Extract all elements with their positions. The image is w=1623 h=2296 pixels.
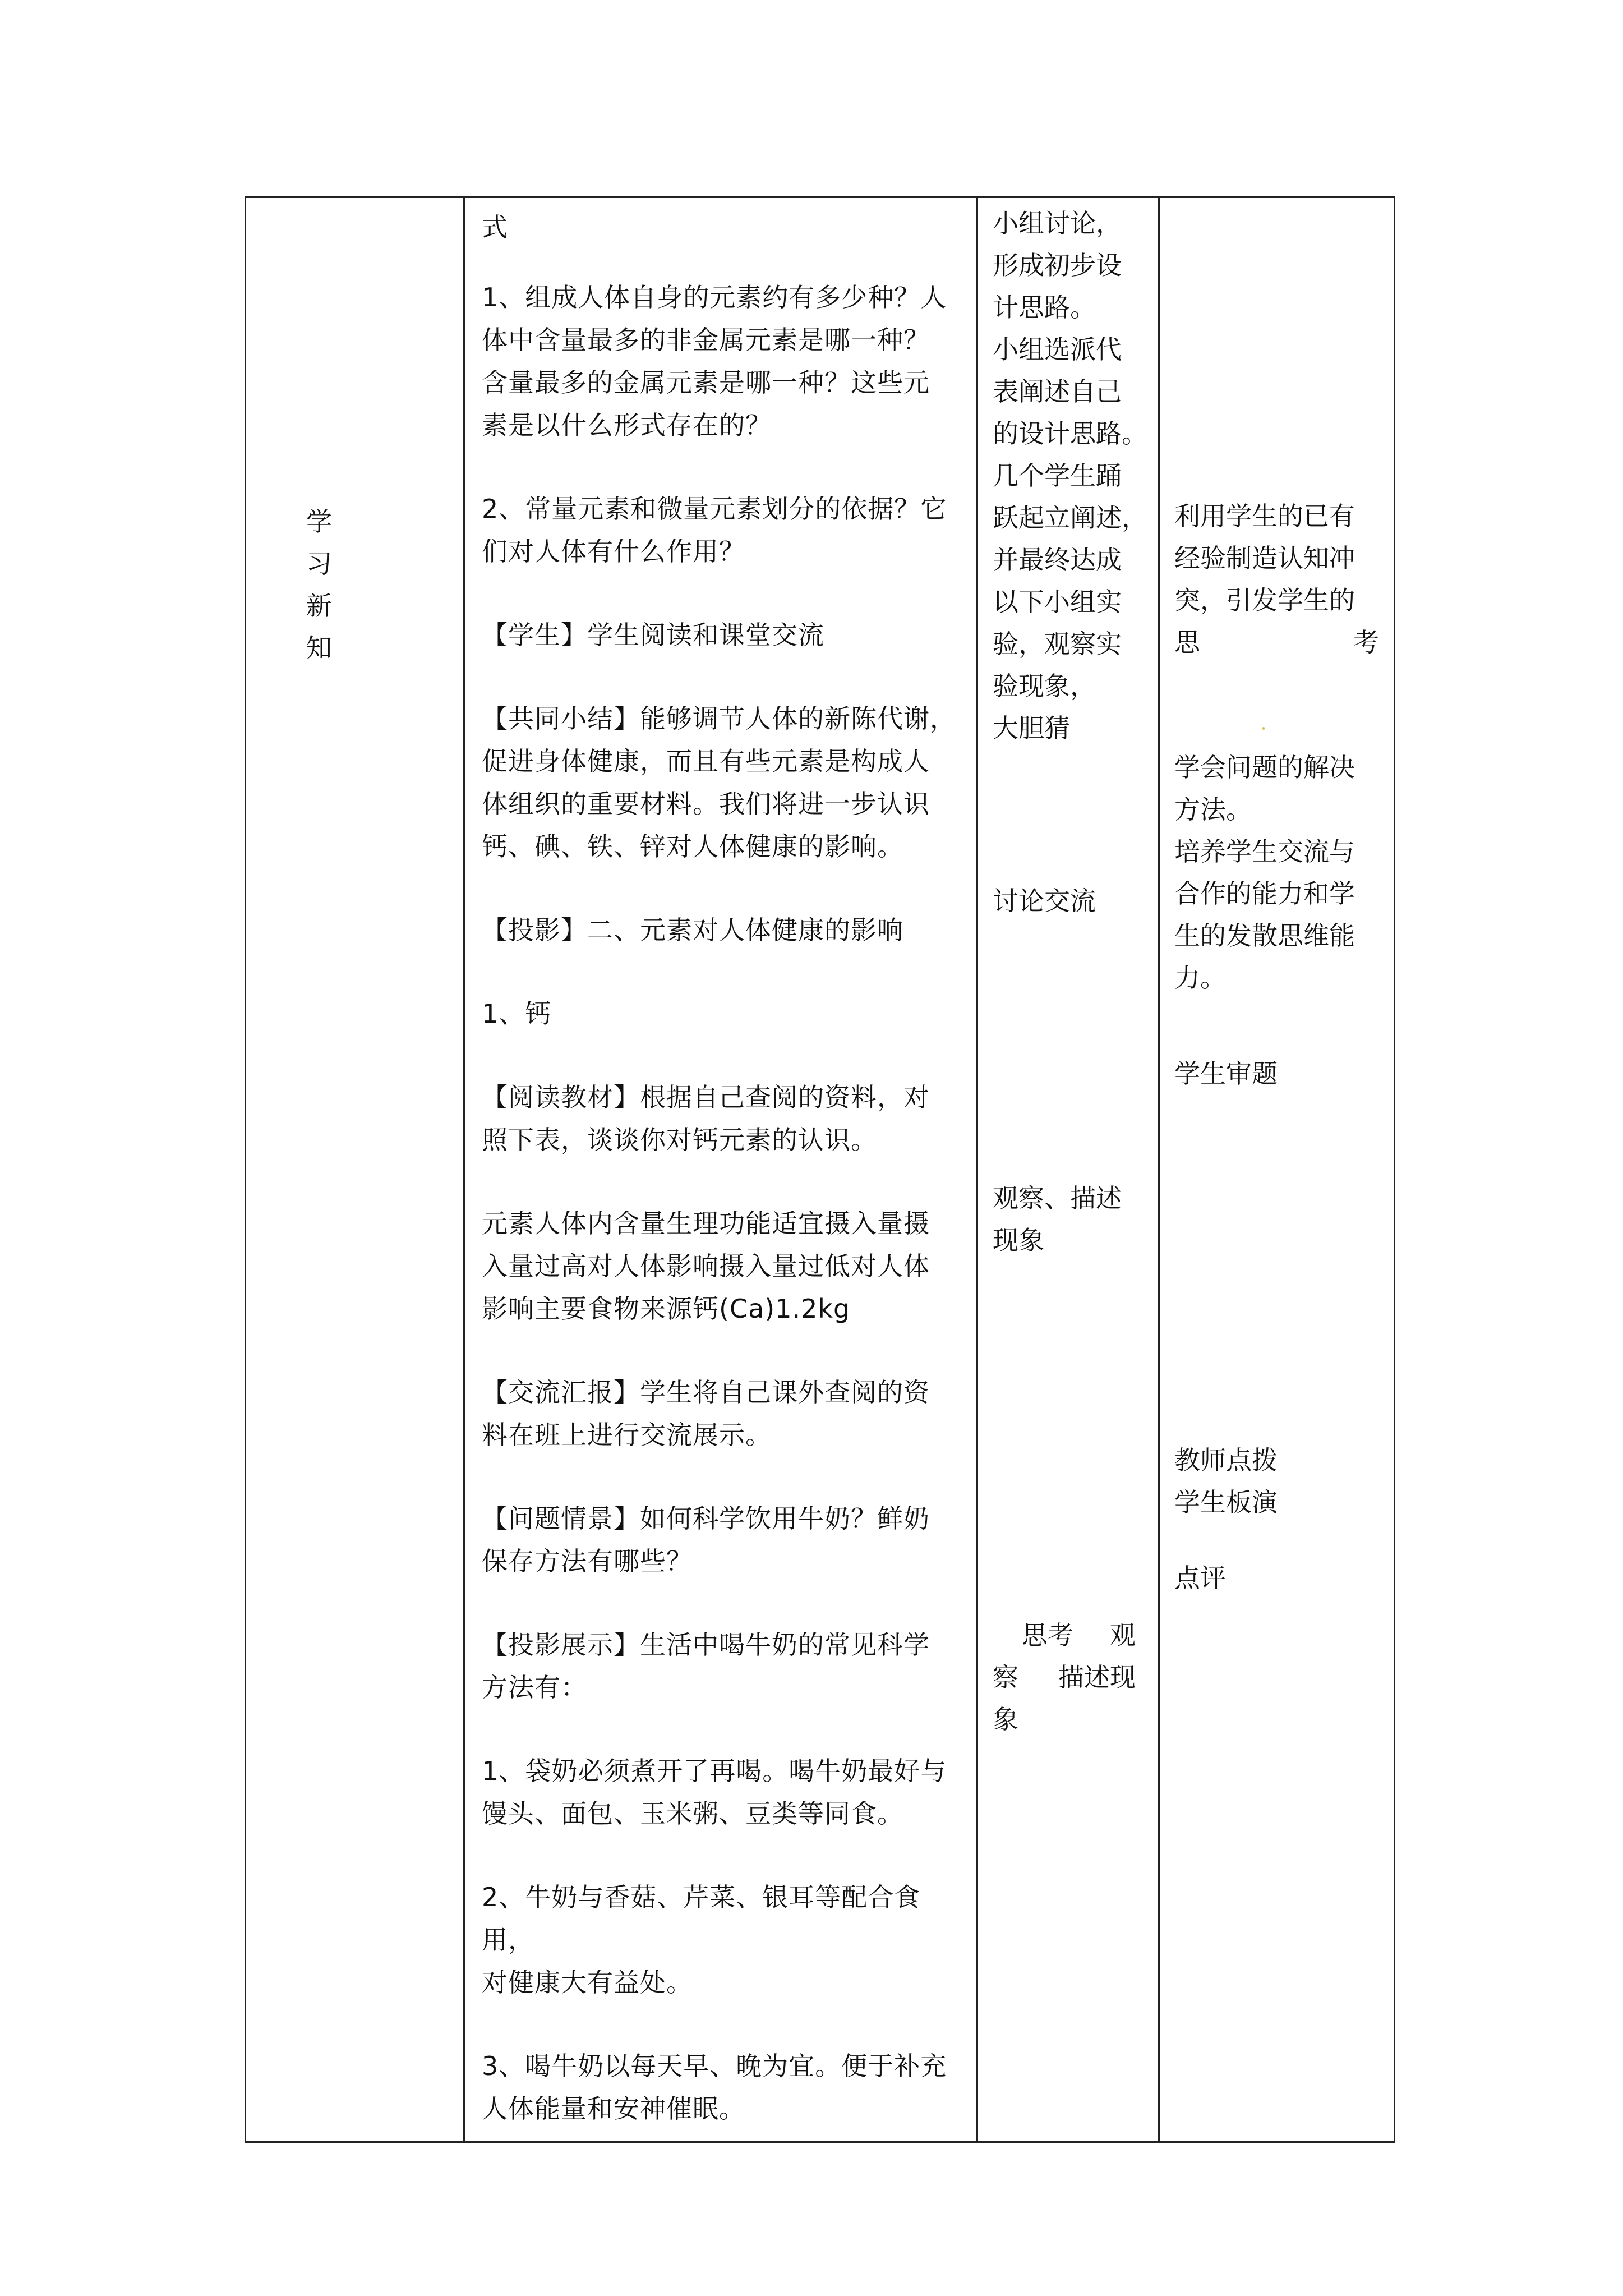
activity-line: 小组讨论， [993,208,1122,238]
activity-block [993,1177,1155,1262]
activity-column [978,198,1158,2141]
content-paragraph [482,697,963,868]
activity-line: 讨论交流 [993,886,1096,916]
content-line: 【问题情景】如何科学饮用牛奶？鲜奶 [482,1503,930,1534]
content-line: 1、袋奶必须煮开了再喝。喝牛奶最好与 [482,1756,947,1786]
content-line: 人体能量和安神催眠。 [482,2093,745,2124]
content-paragraph [482,487,963,573]
content-line: 式 [482,212,508,242]
activity-line: 几个学生踊 [993,461,1122,491]
content-paragraph [482,276,963,447]
content-line: 3、喝牛奶以每天早、晚为宜。便于补充 [482,2051,947,2081]
activity-line [993,1614,1136,1657]
intent-line: 经验制造认知冲 [1174,543,1355,573]
section-char: 知 [306,633,332,663]
intent-line: 学生审题 [1174,1059,1278,1089]
activity-line: 并最终达成 [993,545,1122,575]
content-line: 【学生】学生阅读和课堂交流 [482,620,824,650]
content-paragraph [482,1750,963,1835]
intent-block [1174,495,1379,664]
activity-line: 验现象， [993,671,1096,701]
intent-line: 学生板演 [1174,1487,1278,1517]
activity-line: 现象 [993,1225,1044,1255]
content-line: 【阅读教材】根据自己查阅的资料，对 [482,1082,930,1112]
content-paragraph [482,1371,963,1456]
content-line: 含量最多的金属元素是哪一种？这些元 [482,367,930,398]
intent-block [1174,1053,1379,1095]
intent-line: 教师点拨 [1174,1445,1278,1475]
activity-line: 验，观察实 [993,629,1122,659]
activity-line: 大胆猜 [993,713,1070,743]
content-line: 促进身体健康，而且有些元素是构成人 [482,746,930,776]
activity-line: 象 [993,1704,1018,1734]
activity-word: 描述现 [1058,1662,1136,1692]
content-line: 照下表，谈谈你对钙元素的认识。 [482,1125,877,1155]
activity-line: 跃起立阐述， [993,503,1147,533]
content-paragraph [482,206,963,249]
speck-mark [1262,727,1265,730]
activity-line: 的设计思路。 [993,418,1147,449]
intent-block [1174,1439,1379,1524]
activity-line: 小组选派代 [993,334,1122,365]
activity-line: 观察、描述 [993,1183,1122,1213]
intent-line: 点评 [1174,1563,1226,1593]
intent-column [1160,198,1394,2141]
content-paragraph [482,1202,963,1330]
content-paragraph [482,614,963,656]
content-line: 2、常量元素和微量元素划分的依据？它 [482,494,947,524]
section-char: 习 [306,549,332,579]
content-paragraph [482,1076,963,1161]
lesson-table [245,196,1395,2143]
content-line: 1、组成人体自身的元素约有多少种？人 [482,282,947,312]
activity-block [993,1614,1136,1741]
content-line: 方法有： [482,1672,587,1703]
content-paragraph [482,1623,963,1709]
content-paragraph [482,2045,963,2130]
intent-line: 合作的能力和学 [1174,878,1355,909]
intent-line: 力。 [1174,963,1226,993]
content-line: 元素人体内含量生理功能适宜摄入量摄 [482,1208,930,1239]
section-column [246,198,463,2141]
activity-line: 表阐述自己 [993,376,1122,407]
intent-block [1174,747,1379,999]
intent-block [1174,1557,1379,1599]
intent-line: 方法。 [1174,794,1252,825]
activity-word: 观 [1110,1620,1136,1650]
content-line: 体中含量最多的非金属元素是哪一种？ [482,325,930,355]
activity-block [993,880,1155,922]
content-line: 2、牛奶与香菇、芹菜、银耳等配合食用， [482,1882,921,1955]
intent-line: 培养学生交流与 [1174,836,1355,867]
content-line: 【交流汇报】学生将自己课外查阅的资 [482,1377,930,1407]
section-char: 学 [306,507,332,537]
content-paragraph [482,992,963,1035]
intent-word: 考 [1353,627,1379,657]
content-line: 对健康大有益处。 [482,1967,693,1998]
content-line: 1、钙 [482,999,552,1029]
content-line: 影响主要食物来源钙(Ca)1.2kg [482,1294,851,1324]
content-paragraph [482,1876,963,2004]
content-paragraph [482,1497,963,1582]
intent-line: 突，引发学生的 [1174,585,1355,615]
activity-line: 形成初步设 [993,250,1122,280]
content-line: 入量过高对人体影响摄入量过低对人体 [482,1251,930,1281]
content-column [465,198,976,2141]
intent-word: 思 [1174,627,1200,657]
content-line: 体组织的重要材料。我们将进一步认识 [482,789,930,819]
section-char: 新 [306,591,332,621]
content-paragraph [482,909,963,951]
intent-line: 学会问题的解决 [1174,752,1355,783]
content-line: 素是以什么形式存在的？ [482,410,772,440]
content-line: 【共同小结】能够调节人体的新陈代谢， [482,703,956,734]
activity-line: 以下小组实 [993,587,1122,617]
content-line: 【投影展示】生活中喝牛奶的常见科学 [482,1630,930,1660]
content-line: 馒头、面包、玉米粥、豆类等同食。 [482,1798,903,1829]
intent-line: 利用学生的已有 [1174,501,1355,531]
intent-line [1174,622,1379,664]
activity-block [993,203,1155,749]
activity-word: 察 [993,1662,1018,1692]
content-line: 料在班上进行交流展示。 [482,1420,772,1450]
intent-line: 生的发散思维能 [1174,921,1355,951]
activity-word: 思考 [1022,1620,1073,1650]
activity-line [993,1657,1136,1699]
content-line: 钙、碘、铁、锌对人体健康的影响。 [482,831,903,862]
activity-line: 计思路。 [993,292,1096,323]
section-title [285,501,353,669]
content-line: 保存方法有哪些？ [482,1546,693,1576]
content-line: 们对人体有什么作用？ [482,536,745,567]
content-line: 【投影】二、元素对人体健康的影响 [482,915,903,945]
